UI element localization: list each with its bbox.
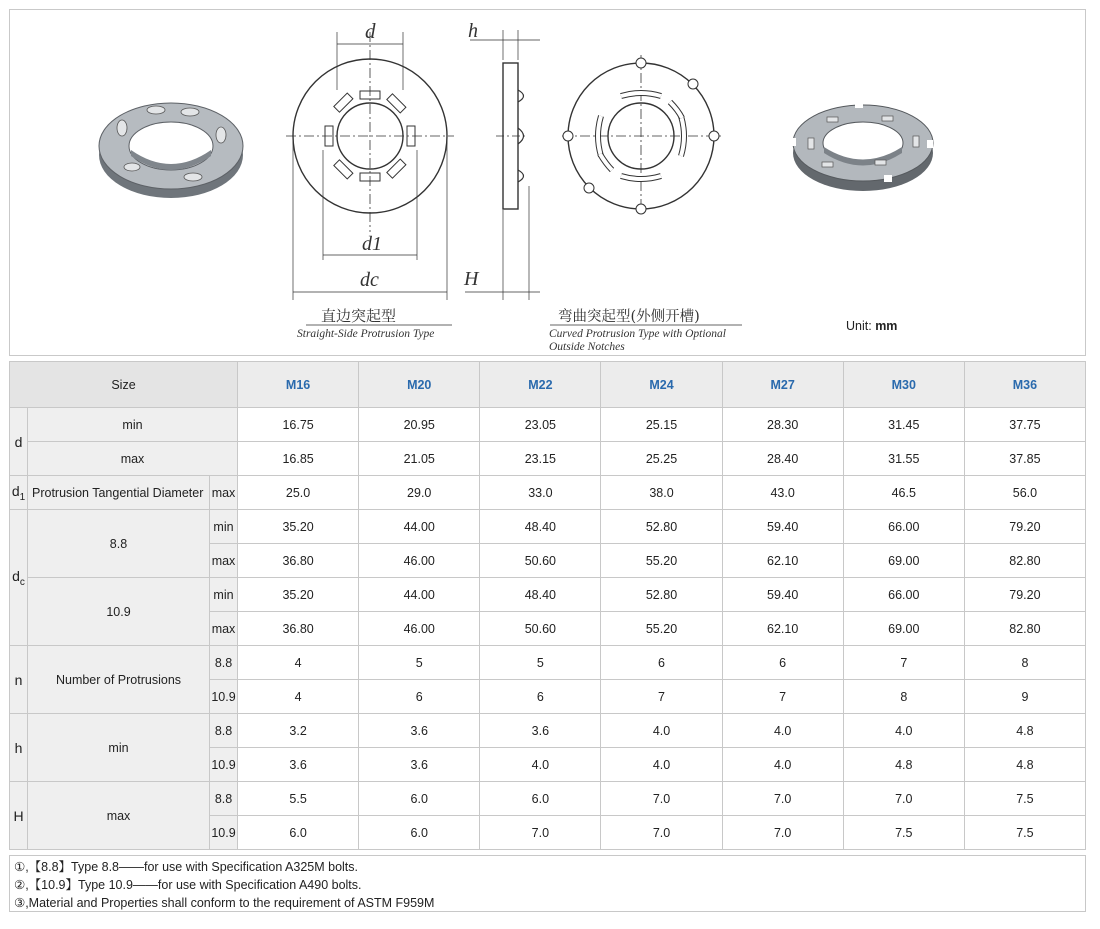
table-cell: 36.80 <box>238 612 359 646</box>
h-symbol: h <box>10 714 28 782</box>
table-cell: 66.00 <box>843 510 964 544</box>
table-cell: 59.40 <box>722 578 843 612</box>
h-label: min <box>28 714 210 782</box>
unit-value: mm <box>875 319 898 333</box>
H-symbol: H <box>10 782 28 850</box>
max-label: max <box>210 544 238 578</box>
table-cell: 29.0 <box>359 476 480 510</box>
size-m36: M36 <box>964 362 1085 408</box>
dc-symbol-sub: c <box>19 576 25 588</box>
d-max-label: max <box>28 442 238 476</box>
table-cell: 6.0 <box>359 816 480 850</box>
straight-side-cn-caption: 直边突起型 <box>321 307 397 325</box>
table-cell: 38.0 <box>601 476 722 510</box>
dc-grade-88: 8.8 <box>28 510 210 578</box>
table-cell: 55.20 <box>601 544 722 578</box>
dim-d-label: d <box>365 19 376 43</box>
d-symbol: d <box>10 408 28 476</box>
drawing-panel <box>9 9 1086 356</box>
table-cell: 28.40 <box>722 442 843 476</box>
table-cell: 28.30 <box>722 408 843 442</box>
table-cell: 5 <box>480 646 601 680</box>
table-cell: 7.0 <box>601 782 722 816</box>
table-cell: 79.20 <box>964 510 1085 544</box>
table-cell: 69.00 <box>843 544 964 578</box>
unit-prefix: Unit: <box>846 319 872 333</box>
curved-en-caption-2: Outside Notches <box>549 341 625 353</box>
table-cell: 3.6 <box>480 714 601 748</box>
d1-symbol <box>10 476 28 510</box>
straight-side-front-view <box>286 32 454 300</box>
washer-3d-straight-image <box>99 103 243 198</box>
spec-table <box>9 361 1086 850</box>
dim-h-label: h <box>468 20 478 42</box>
note-1: ①,【8.8】Type 8.8——for use with Specification A325M bolts. <box>14 860 359 874</box>
table-cell: 59.40 <box>722 510 843 544</box>
table-cell: 20.95 <box>359 408 480 442</box>
table-cell: 16.85 <box>238 442 359 476</box>
grade-88-label: 8.8 <box>210 714 238 748</box>
table-cell: 44.00 <box>359 510 480 544</box>
table-cell: 3.6 <box>359 714 480 748</box>
table-cell: 79.20 <box>964 578 1085 612</box>
table-cell: 6.0 <box>359 782 480 816</box>
table-cell: 69.00 <box>843 612 964 646</box>
unit-label <box>846 319 897 333</box>
size-m24: M24 <box>601 362 722 408</box>
table-cell: 37.75 <box>964 408 1085 442</box>
table-cell: 6 <box>722 646 843 680</box>
d1-label: Protrusion Tangential Diameter <box>28 476 210 510</box>
table-cell: 4.8 <box>964 714 1085 748</box>
table-cell: 16.75 <box>238 408 359 442</box>
table-cell: 8 <box>964 646 1085 680</box>
table-cell: 7 <box>722 680 843 714</box>
table-cell: 7.5 <box>843 816 964 850</box>
table-cell: 66.00 <box>843 578 964 612</box>
curved-front-view <box>562 55 722 217</box>
size-m22: M22 <box>480 362 601 408</box>
table-cell: 7.0 <box>722 816 843 850</box>
size-header: Size <box>10 362 238 408</box>
table-cell: 6 <box>359 680 480 714</box>
grade-109-label: 10.9 <box>210 680 238 714</box>
table-cell: 35.20 <box>238 578 359 612</box>
table-cell: 46.5 <box>843 476 964 510</box>
table-cell: 35.20 <box>238 510 359 544</box>
table-cell: 48.40 <box>480 510 601 544</box>
table-cell: 43.0 <box>722 476 843 510</box>
table-cell: 7.0 <box>480 816 601 850</box>
table-cell: 52.80 <box>601 510 722 544</box>
table-row <box>10 578 1086 612</box>
table-row <box>10 714 1086 748</box>
table-cell: 8 <box>843 680 964 714</box>
table-cell: 82.80 <box>964 544 1085 578</box>
table-cell: 3.6 <box>359 748 480 782</box>
table-cell: 4 <box>238 646 359 680</box>
table-row <box>10 442 1086 476</box>
table-cell: 9 <box>964 680 1085 714</box>
washer-3d-curved-image <box>790 102 933 191</box>
dc-symbol <box>10 510 28 646</box>
header-row <box>10 362 1086 408</box>
table-cell: 5 <box>359 646 480 680</box>
grade-109-label: 10.9 <box>210 816 238 850</box>
table-row <box>10 510 1086 544</box>
H-label: max <box>28 782 210 850</box>
table-cell: 4.0 <box>601 714 722 748</box>
table-cell: 46.00 <box>359 544 480 578</box>
table-cell: 7.0 <box>601 816 722 850</box>
table-cell: 7 <box>601 680 722 714</box>
table-cell: 4.0 <box>601 748 722 782</box>
curved-cn-caption: 弯曲突起型(外侧开槽) <box>558 309 700 325</box>
note-3: ③,Material and Properties shall conform to the requirement of ASTM F959M <box>14 896 435 910</box>
grade-88-label: 8.8 <box>210 646 238 680</box>
table-cell: 37.85 <box>964 442 1085 476</box>
table-cell: 7 <box>843 646 964 680</box>
table-cell: 31.45 <box>843 408 964 442</box>
table-cell: 21.05 <box>359 442 480 476</box>
table-cell: 5.5 <box>238 782 359 816</box>
table-cell: 6 <box>601 646 722 680</box>
table-row <box>10 782 1086 816</box>
table-cell: 4 <box>238 680 359 714</box>
d1-symbol-sub: 1 <box>19 491 26 503</box>
table-row <box>10 476 1086 510</box>
table-cell: 25.25 <box>601 442 722 476</box>
n-symbol: n <box>10 646 28 714</box>
table-cell: 23.05 <box>480 408 601 442</box>
dim-H-label: H <box>464 268 479 290</box>
table-cell: 48.40 <box>480 578 601 612</box>
size-m20: M20 <box>359 362 480 408</box>
table-cell: 4.0 <box>722 714 843 748</box>
d-min-label: min <box>28 408 238 442</box>
table-cell: 4.0 <box>722 748 843 782</box>
dim-d1-label: d1 <box>362 233 382 255</box>
table-cell: 50.60 <box>480 544 601 578</box>
table-cell: 3.2 <box>238 714 359 748</box>
table-cell: 6 <box>480 680 601 714</box>
table-row <box>10 408 1086 442</box>
table-cell: 36.80 <box>238 544 359 578</box>
table-cell: 3.6 <box>238 748 359 782</box>
table-cell: 31.55 <box>843 442 964 476</box>
table-cell: 25.15 <box>601 408 722 442</box>
dc-grade-109: 10.9 <box>28 578 210 646</box>
d1-symbol-main: d <box>11 482 20 499</box>
max-label: max <box>210 612 238 646</box>
n-label: Number of Protrusions <box>28 646 210 714</box>
size-m30: M30 <box>843 362 964 408</box>
dc-symbol-main: d <box>12 567 20 584</box>
table-cell: 7.0 <box>722 782 843 816</box>
table-cell: 44.00 <box>359 578 480 612</box>
table-cell: 7.5 <box>964 782 1085 816</box>
table-cell: 50.60 <box>480 612 601 646</box>
size-m27: M27 <box>722 362 843 408</box>
size-m16: M16 <box>238 362 359 408</box>
table-cell: 46.00 <box>359 612 480 646</box>
table-cell: 6.0 <box>238 816 359 850</box>
table-cell: 82.80 <box>964 612 1085 646</box>
notes-box <box>9 855 1086 912</box>
min-label: min <box>210 510 238 544</box>
table-row <box>10 646 1086 680</box>
grade-109-label: 10.9 <box>210 748 238 782</box>
table-cell: 56.0 <box>964 476 1085 510</box>
table-cell: 7.0 <box>843 782 964 816</box>
table-cell: 33.0 <box>480 476 601 510</box>
note-2: ②,【10.9】Type 10.9——for use with Specification A490 bolts. <box>14 878 362 892</box>
table-cell: 62.10 <box>722 612 843 646</box>
d1-limit: max <box>210 476 238 510</box>
table-cell: 7.5 <box>964 816 1085 850</box>
straight-side-en-caption: Straight-Side Protrusion Type <box>297 328 435 340</box>
side-view <box>465 30 540 300</box>
table-cell: 4.8 <box>843 748 964 782</box>
table-cell: 6.0 <box>480 782 601 816</box>
table-cell: 23.15 <box>480 442 601 476</box>
table-cell: 25.0 <box>238 476 359 510</box>
table-cell: 52.80 <box>601 578 722 612</box>
min-label: min <box>210 578 238 612</box>
washer-drawings <box>10 10 1087 357</box>
table-cell: 62.10 <box>722 544 843 578</box>
grade-88-label: 8.8 <box>210 782 238 816</box>
table-cell: 4.0 <box>843 714 964 748</box>
table-cell: 55.20 <box>601 612 722 646</box>
table-cell: 4.8 <box>964 748 1085 782</box>
curved-en-caption-1: Curved Protrusion Type with Optional <box>549 328 726 340</box>
dim-dc-label: dc <box>360 269 379 291</box>
table-cell: 4.0 <box>480 748 601 782</box>
